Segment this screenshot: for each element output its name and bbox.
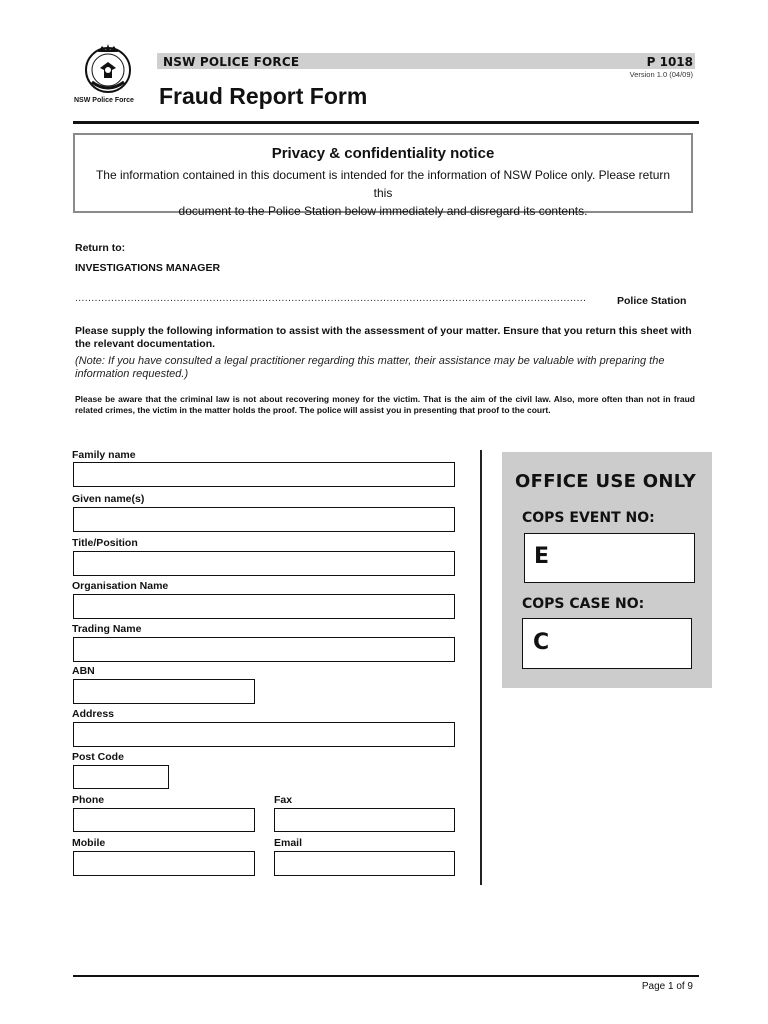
title-position-label: Title/Position <box>72 537 138 549</box>
cops-event-label: COPS EVENT NO: <box>522 510 655 526</box>
criminal-law-notice: Please be aware that the criminal law is not about recovering money for the victim. That is the aim of the civil law. Also, more often than not in fraud related crimes, the victim in the matter holds the proof. The police will assist you in presenting that proof to the court. <box>75 394 695 415</box>
header-divider <box>73 121 699 124</box>
page-number: Page 1 of 9 <box>641 981 693 992</box>
office-use-title: OFFICE USE ONLY <box>515 471 697 492</box>
police-station-dotted-line[interactable]: ............................................................................................................................................................ <box>75 293 587 304</box>
email-label: Email <box>274 837 303 849</box>
abn-field[interactable] <box>73 679 255 704</box>
org-name: NSW POLICE FORCE <box>163 55 300 69</box>
form-code: P 1018 <box>646 55 693 69</box>
version-label: Version 1.0 (04/09) <box>629 70 693 79</box>
trading-name-label: Trading Name <box>72 623 142 635</box>
return-recipient: INVESTIGATIONS MANAGER <box>75 262 221 274</box>
post-code-field[interactable] <box>73 765 169 789</box>
cops-case-label: COPS CASE NO: <box>522 596 645 612</box>
cops-event-prefix: E <box>534 544 550 569</box>
fax-field[interactable] <box>274 808 455 832</box>
mobile-field[interactable] <box>73 851 255 876</box>
cops-event-field[interactable] <box>524 533 695 583</box>
post-code-label: Post Code <box>72 751 124 763</box>
privacy-notice-line-2: document to the Police Station below immediately and disregard its contents. <box>178 204 588 218</box>
cops-case-prefix: C <box>533 630 550 655</box>
mobile-label: Mobile <box>72 837 106 849</box>
family-name-label: Family name <box>72 449 136 461</box>
given-names-field[interactable] <box>73 507 455 532</box>
fax-label: Fax <box>274 794 293 806</box>
family-name-field[interactable] <box>73 462 455 487</box>
return-to-label: Return to: <box>75 242 126 254</box>
page-title: Fraud Report Form <box>159 83 368 109</box>
organisation-name-field[interactable] <box>73 594 455 619</box>
legal-note: (Note: If you have consulted a legal practitioner regarding this matter, their assistance may be valuable with preparing the information requested.) <box>75 355 665 380</box>
cops-case-field[interactable] <box>522 618 692 669</box>
phone-field[interactable] <box>73 808 255 832</box>
police-station-label: Police Station <box>617 295 687 307</box>
privacy-notice-line-1: The information contained in this document is intended for the information of NSW Police only. Please return this <box>95 168 671 200</box>
crest-caption: NSW Police Force <box>74 97 134 104</box>
abn-label: ABN <box>72 665 95 677</box>
organisation-name-label: Organisation Name <box>72 580 169 592</box>
footer-divider <box>73 975 699 977</box>
email-field[interactable] <box>274 851 455 876</box>
given-names-label: Given name(s) <box>72 493 145 505</box>
address-field[interactable] <box>73 722 455 747</box>
title-position-field[interactable] <box>73 551 455 576</box>
supply-instructions: Please supply the following information to assist with the assessment of your matter. Ensure that you return this sheet with the relevant documentation. <box>75 325 692 350</box>
column-divider <box>480 450 482 885</box>
address-label: Address <box>72 708 115 720</box>
phone-label: Phone <box>72 794 105 806</box>
privacy-notice-text <box>86 166 680 220</box>
trading-name-field[interactable] <box>73 637 455 662</box>
privacy-notice-title: Privacy & confidentiality notice <box>271 145 495 162</box>
